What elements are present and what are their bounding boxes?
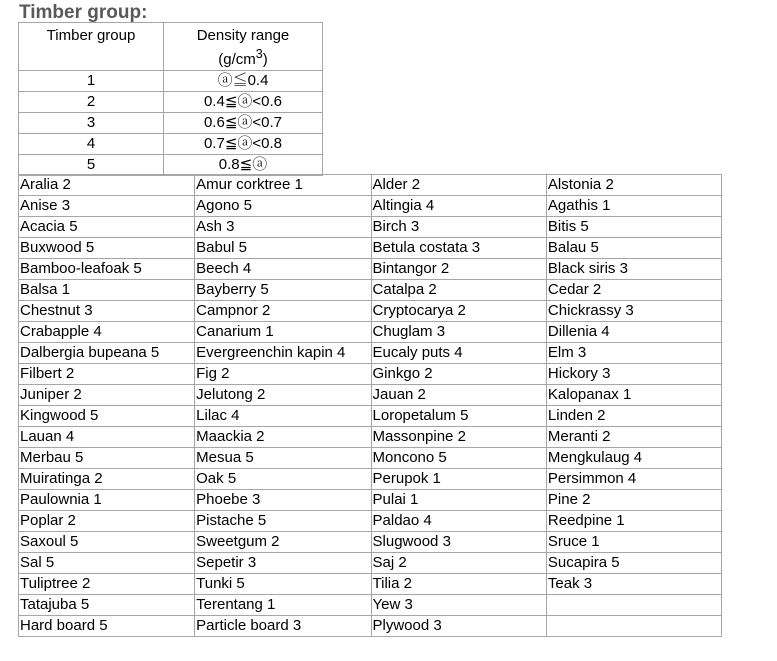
species-cell: Phoebe 3 — [195, 490, 371, 511]
group-number: 2 — [19, 92, 164, 113]
species-cell: Chuglam 3 — [371, 322, 546, 343]
species-cell: Acacia 5 — [19, 217, 195, 238]
species-cell: Poplar 2 — [19, 511, 195, 532]
table-row — [19, 595, 722, 616]
group-row — [19, 134, 323, 155]
timber-group-table — [18, 22, 323, 176]
density-range: 0.8≦ⓐ — [164, 155, 323, 176]
group-number: 3 — [19, 113, 164, 134]
group-number: 1 — [19, 71, 164, 92]
species-cell: Lilac 4 — [195, 406, 371, 427]
species-cell: Lauan 4 — [19, 427, 195, 448]
group-row — [19, 113, 323, 134]
table-row — [19, 385, 722, 406]
table-row — [19, 301, 722, 322]
group-table-header-row — [19, 23, 323, 71]
density-range: 0.4≦ⓐ<0.6 — [164, 92, 323, 113]
species-cell: Dalbergia bupeana 5 — [19, 343, 195, 364]
species-cell: Reedpine 1 — [546, 511, 721, 532]
species-cell: Betula costata 3 — [371, 238, 546, 259]
species-cell: Crabapple 4 — [19, 322, 195, 343]
species-cell: Catalpa 2 — [371, 280, 546, 301]
table-row — [19, 238, 722, 259]
species-cell: Canarium 1 — [195, 322, 371, 343]
species-cell: Tunki 5 — [195, 574, 371, 595]
species-cell: Balsa 1 — [19, 280, 195, 301]
table-row — [19, 427, 722, 448]
species-cell: Ginkgo 2 — [371, 364, 546, 385]
group-row — [19, 92, 323, 113]
species-cell: Sal 5 — [19, 553, 195, 574]
species-cell: Teak 3 — [546, 574, 721, 595]
table-row — [19, 490, 722, 511]
species-cell: Paulownia 1 — [19, 490, 195, 511]
species-cell: Eucaly puts 4 — [371, 343, 546, 364]
species-cell: Paldao 4 — [371, 511, 546, 532]
species-cell: Maackia 2 — [195, 427, 371, 448]
species-cell: Linden 2 — [546, 406, 721, 427]
species-cell: Alstonia 2 — [546, 175, 721, 196]
species-cell: Muiratinga 2 — [19, 469, 195, 490]
species-cell: Saxoul 5 — [19, 532, 195, 553]
species-cell: Sepetir 3 — [195, 553, 371, 574]
species-cell: Cryptocarya 2 — [371, 301, 546, 322]
species-cell: Loropetalum 5 — [371, 406, 546, 427]
species-cell: Cedar 2 — [546, 280, 721, 301]
species-cell: Campnor 2 — [195, 301, 371, 322]
table-row — [19, 196, 722, 217]
density-range: 0.7≦ⓐ<0.8 — [164, 134, 323, 155]
species-cell: Sruce 1 — [546, 532, 721, 553]
species-cell: Evergreenchin kapin 4 — [195, 343, 371, 364]
table-row — [19, 553, 722, 574]
species-cell: Juniper 2 — [19, 385, 195, 406]
species-cell: Sucapira 5 — [546, 553, 721, 574]
species-cell: Mesua 5 — [195, 448, 371, 469]
species-cell: Hickory 3 — [546, 364, 721, 385]
species-cell: Bayberry 5 — [195, 280, 371, 301]
species-cell: Mengkulaug 4 — [546, 448, 721, 469]
species-cell: Kingwood 5 — [19, 406, 195, 427]
table-row — [19, 469, 722, 490]
species-cell: Oak 5 — [195, 469, 371, 490]
species-cell: Babul 5 — [195, 238, 371, 259]
species-cell: Altingia 4 — [371, 196, 546, 217]
group-number: 4 — [19, 134, 164, 155]
species-cell: Alder 2 — [371, 175, 546, 196]
table-row — [19, 448, 722, 469]
species-cell: Agono 5 — [195, 196, 371, 217]
species-cell — [546, 616, 721, 637]
species-cell: Chestnut 3 — [19, 301, 195, 322]
species-cell: Bintangor 2 — [371, 259, 546, 280]
table-row — [19, 364, 722, 385]
species-cell: Merbau 5 — [19, 448, 195, 469]
species-cell: Slugwood 3 — [371, 532, 546, 553]
species-cell: Jelutong 2 — [195, 385, 371, 406]
table-row — [19, 616, 722, 637]
species-cell: Moncono 5 — [371, 448, 546, 469]
table-row — [19, 322, 722, 343]
table-row — [19, 406, 722, 427]
species-cell: Persimmon 4 — [546, 469, 721, 490]
table-row — [19, 259, 722, 280]
species-table-body — [19, 175, 722, 637]
species-cell: Pine 2 — [546, 490, 721, 511]
species-cell: Yew 3 — [371, 595, 546, 616]
species-cell: Chickrassy 3 — [546, 301, 721, 322]
species-cell: Agathis 1 — [546, 196, 721, 217]
species-cell: Perupok 1 — [371, 469, 546, 490]
species-cell: Beech 4 — [195, 259, 371, 280]
table-row — [19, 532, 722, 553]
species-cell: Filbert 2 — [19, 364, 195, 385]
density-range: 0.6≦ⓐ<0.7 — [164, 113, 323, 134]
table-row — [19, 343, 722, 364]
species-cell: Meranti 2 — [546, 427, 721, 448]
species-cell: Particle board 3 — [195, 616, 371, 637]
species-table — [18, 174, 722, 637]
species-cell: Bamboo-leafoak 5 — [19, 259, 195, 280]
species-cell: Anise 3 — [19, 196, 195, 217]
species-cell: Black siris 3 — [546, 259, 721, 280]
species-cell: Tilia 2 — [371, 574, 546, 595]
species-cell: Pulai 1 — [371, 490, 546, 511]
species-cell: Balau 5 — [546, 238, 721, 259]
table-row — [19, 574, 722, 595]
group-number: 5 — [19, 155, 164, 176]
table-row — [19, 175, 722, 196]
density-range: ⓐ≦0.4 — [164, 71, 323, 92]
species-cell: Jauan 2 — [371, 385, 546, 406]
species-cell: Aralia 2 — [19, 175, 195, 196]
table-row — [19, 217, 722, 238]
species-cell: Ash 3 — [195, 217, 371, 238]
species-cell: Elm 3 — [546, 343, 721, 364]
species-cell: Sweetgum 2 — [195, 532, 371, 553]
species-cell: Tatajuba 5 — [19, 595, 195, 616]
species-cell: Tuliptree 2 — [19, 574, 195, 595]
table-row — [19, 280, 722, 301]
group-table-body — [19, 71, 323, 176]
species-cell — [546, 595, 721, 616]
group-row — [19, 155, 323, 176]
species-cell: Birch 3 — [371, 217, 546, 238]
species-cell: Amur corktree 1 — [195, 175, 371, 196]
species-cell: Bitis 5 — [546, 217, 721, 238]
page-title: Timber group: — [19, 2, 148, 23]
species-cell: Massonpine 2 — [371, 427, 546, 448]
species-cell: Saj 2 — [371, 553, 546, 574]
density-range-header: Density range $(g/cm^3)$ — [164, 23, 323, 71]
species-cell: Terentang 1 — [195, 595, 371, 616]
table-row — [19, 511, 722, 532]
species-cell: Fig 2 — [195, 364, 371, 385]
species-cell: Buxwood 5 — [19, 238, 195, 259]
species-cell: Plywood 3 — [371, 616, 546, 637]
timber-group-header: Timber group — [19, 23, 164, 71]
species-cell: Pistache 5 — [195, 511, 371, 532]
species-cell: Hard board 5 — [19, 616, 195, 637]
species-cell: Kalopanax 1 — [546, 385, 721, 406]
group-row — [19, 71, 323, 92]
species-cell: Dillenia 4 — [546, 322, 721, 343]
